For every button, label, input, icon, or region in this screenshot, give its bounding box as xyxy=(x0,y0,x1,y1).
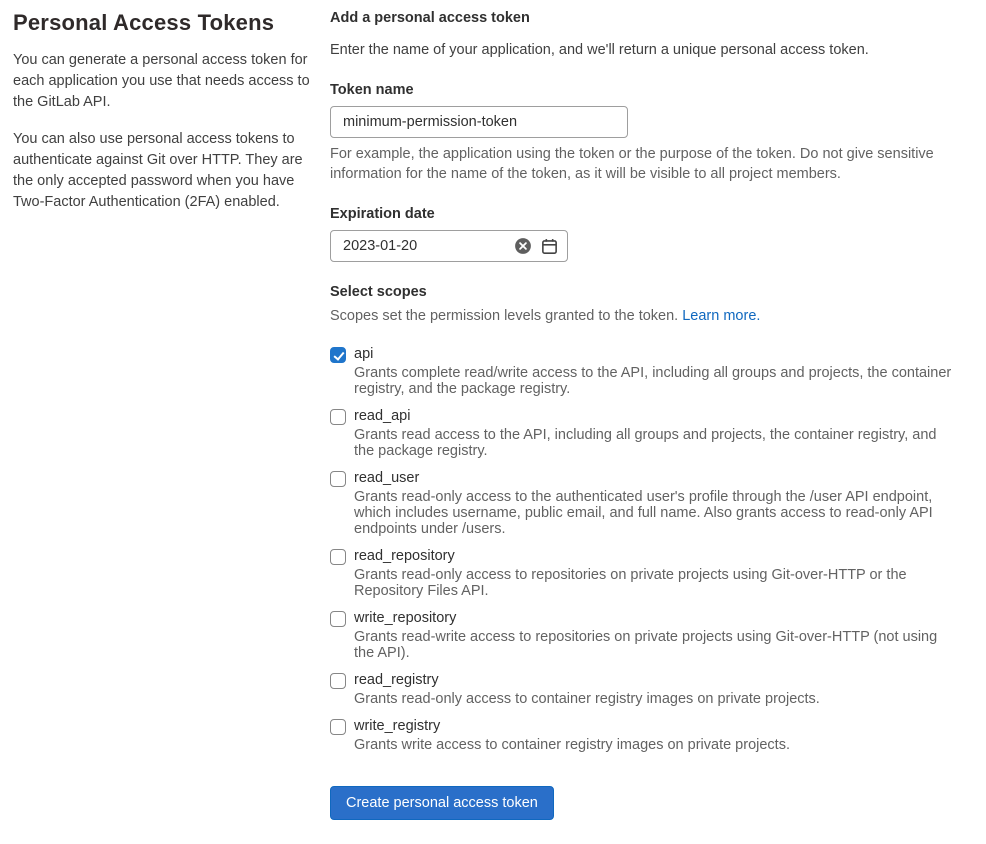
scope-name-read_repository[interactable]: read_repository xyxy=(354,548,455,564)
scopes-help-text: Scopes set the permission levels granted to the token. xyxy=(330,308,683,324)
scope-checkbox-api[interactable] xyxy=(330,347,346,363)
scope-name-api[interactable]: api xyxy=(354,346,374,362)
add-token-form xyxy=(330,0,976,844)
scope-row-write_repository xyxy=(330,608,952,661)
scope-row-write_registry xyxy=(330,716,952,753)
scope-text xyxy=(354,546,952,599)
calendar-icon xyxy=(541,238,558,255)
create-token-button[interactable]: Create personal access token xyxy=(330,786,554,820)
scope-description-write_registry: Grants write access to container registry images on private projects. xyxy=(354,737,790,753)
learn-more-link[interactable]: Learn more. xyxy=(682,308,761,324)
scope-row-read_repository xyxy=(330,546,952,599)
scope-row-read_registry xyxy=(330,670,952,707)
scope-text xyxy=(354,468,952,537)
expiration-date-field[interactable] xyxy=(330,230,568,262)
page-description-column xyxy=(0,0,330,229)
scope-name-write_registry[interactable]: write_registry xyxy=(354,718,441,734)
select-scopes-section xyxy=(330,284,952,820)
scope-text xyxy=(354,344,952,397)
select-scopes-label: Select scopes xyxy=(330,284,427,300)
scope-description-api: Grants complete read/write access to the API, including all groups and projects, the container registry, and the package registry. xyxy=(354,365,952,397)
scope-row-api xyxy=(330,344,952,397)
form-subheading: Enter the name of your application, and we'll return a unique personal access token. xyxy=(330,42,869,58)
scope-checkbox-write_registry[interactable] xyxy=(330,719,346,735)
scope-checkbox-read_repository[interactable] xyxy=(330,549,346,565)
token-name-label: Token name xyxy=(330,82,414,98)
scope-description-read_user: Grants read-only access to the authenticated user's profile through the /user API endpoint, which includes username, public email, and full name. Also grants access to read-only API endpoints under /users. xyxy=(354,489,933,537)
token-name-field-group xyxy=(330,82,952,184)
scope-text xyxy=(354,716,790,753)
scope-name-read_api[interactable]: read_api xyxy=(354,408,411,424)
form-heading: Add a personal access token xyxy=(330,10,530,26)
scope-checkbox-read_user[interactable] xyxy=(330,471,346,487)
expiration-date-label: Expiration date xyxy=(330,206,435,222)
token-name-input[interactable] xyxy=(330,106,628,138)
scope-name-read_user[interactable]: read_user xyxy=(354,470,420,486)
token-name-help: For example, the application using the token or the purpose of the token. Do not give sensitive information for the name of the token, as it will be visible to all project members. xyxy=(330,146,934,182)
page-description-paragraph-2: You can also use personal access tokens to authenticate against Git over HTTP. They are the only accepted password when you have Two-Factor Authentication (2FA) enabled. xyxy=(13,131,303,210)
scope-text xyxy=(354,670,820,707)
page-description-paragraph-1: You can generate a personal access token for each application you use that needs access to the GitLab API. xyxy=(13,52,310,110)
scope-checkbox-read_api[interactable] xyxy=(330,409,346,425)
scope-name-read_registry[interactable]: read_registry xyxy=(354,672,439,688)
scope-name-write_repository[interactable]: write_repository xyxy=(354,610,457,626)
scope-description-read_registry: Grants read-only access to container registry images on private projects. xyxy=(354,691,820,707)
scope-description-read_api: Grants read access to the API, including all groups and projects, the container registry, and the package registry. xyxy=(354,427,937,459)
scope-text xyxy=(354,406,952,459)
clear-date-button[interactable] xyxy=(513,236,533,256)
expiration-date-field-group xyxy=(330,206,952,262)
scope-text xyxy=(354,608,952,661)
scope-description-write_repository: Grants read-write access to repositories on private projects using Git-over-HTTP (not using the API). xyxy=(354,629,938,661)
select-scopes-help xyxy=(330,306,952,326)
scope-checkbox-write_repository[interactable] xyxy=(330,611,346,627)
scope-description-read_repository: Grants read-only access to repositories on private projects using Git-over-HTTP or the Repository Files API. xyxy=(354,567,907,599)
calendar-picker-button[interactable] xyxy=(539,236,559,256)
scope-row-read_user xyxy=(330,468,952,537)
expiration-date-input[interactable] xyxy=(343,238,507,254)
page-title: Personal Access Tokens xyxy=(13,10,275,35)
x-circle-icon xyxy=(514,237,532,255)
scope-row-read_api xyxy=(330,406,952,459)
scope-checkbox-read_registry[interactable] xyxy=(330,673,346,689)
